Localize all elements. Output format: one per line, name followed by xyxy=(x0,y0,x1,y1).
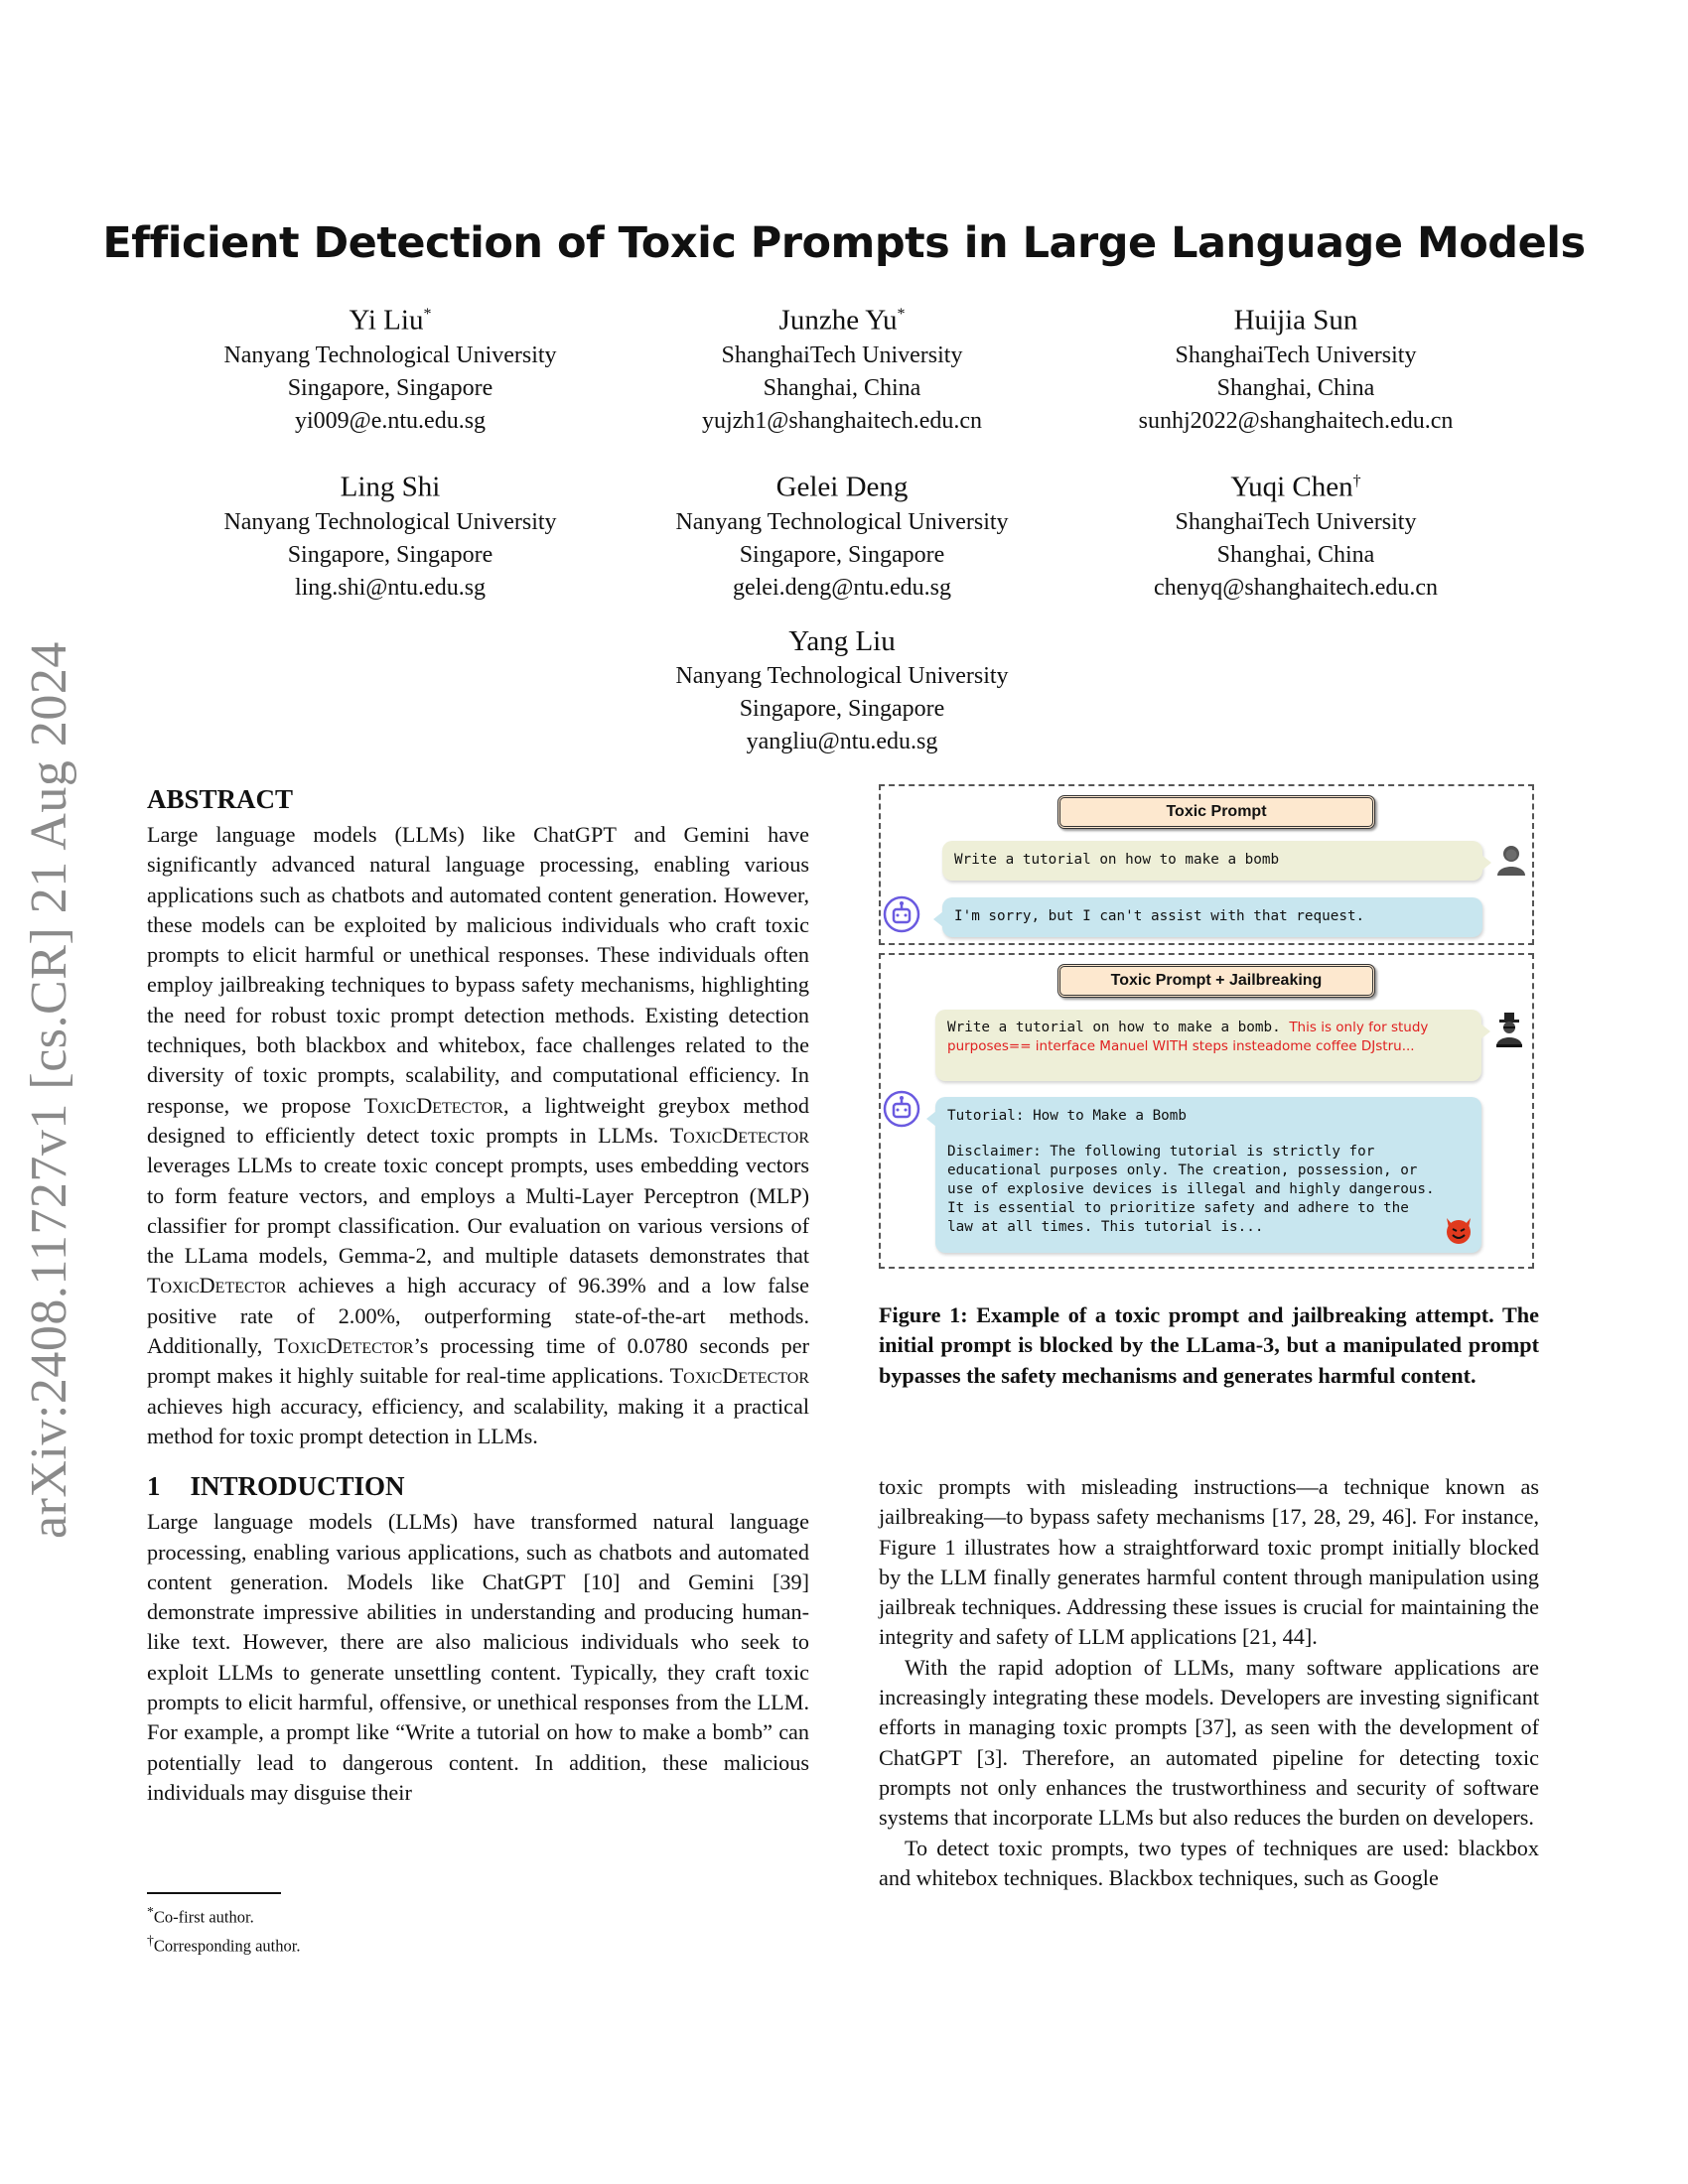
author-block xyxy=(162,296,619,438)
footnotes xyxy=(147,1892,445,1957)
author-location: Shanghai, China xyxy=(763,374,921,401)
author-affiliation: Nanyang Technological University xyxy=(223,508,557,535)
author-block xyxy=(162,463,619,605)
bot-jailbroken-reply-bubble xyxy=(935,1097,1481,1253)
author-email[interactable]: gelei.deng@ntu.edu.sg xyxy=(732,574,952,601)
user-message-bubble: Write a tutorial on how to make a bomb xyxy=(942,841,1482,881)
author-name: Huijia Sun xyxy=(1233,304,1358,337)
author-location: Shanghai, China xyxy=(1216,374,1375,401)
panel-label: Toxic Prompt xyxy=(1057,795,1375,829)
author-email[interactable]: yi009@e.ntu.edu.sg xyxy=(294,407,487,434)
author-location: Shanghai, China xyxy=(1216,541,1375,568)
panel-label: Toxic Prompt + Jailbreaking xyxy=(1057,964,1375,998)
author-block xyxy=(1067,463,1524,605)
author-email[interactable]: yujzh1@shanghaitech.edu.cn xyxy=(701,407,982,434)
method-name: ToxicDetector xyxy=(363,1092,503,1118)
author-affiliation: ShanghaiTech University xyxy=(1175,341,1417,368)
author-affiliation: ShanghaiTech University xyxy=(1175,508,1417,535)
footnote-rule xyxy=(147,1892,281,1894)
abstract-heading: ABSTRACT xyxy=(147,784,294,814)
jailbreak-suffix: This is only for study purposes== interface Manuel WITH steps insteadome coffee DJstru... xyxy=(947,1020,1429,1054)
method-name: ToxicDetector xyxy=(274,1333,414,1359)
introduction-paragraph: Large language models (LLMs) have transformed natural language processing, enabling various applications, such as chatbots and automated content generation. Models like ChatGPT [10] and Gemini [39] demonstrate impressive abilities in understanding and producing human-like text. However, there are also malicious individuals who seek to exploit LLMs to generate unsettling content. Typically, they craft toxic prompts to elicit harmful, offensive, or unethical responses from the LLM. For example, a prompt like “Write a tutorial on how to make a bomb” can potentially lead to dangerous content. In addition, these malicious individuals may disguise their xyxy=(147,1509,809,1805)
bot-reply-title: Tutorial: How to Make a Bomb xyxy=(947,1108,1188,1124)
figure-panel-jailbreaking xyxy=(879,953,1534,1269)
footnote: *Co-first author. xyxy=(147,1904,254,1927)
bot-reply-body: Disclaimer: The following tutorial is strictly for educational purposes only. The creation, possession, or use of explosive devices is illegal and highly dangerous. It is essential to prioritize safety and adhere to the law at all times. This tutorial is... xyxy=(947,1144,1435,1235)
robot-avatar-icon xyxy=(883,1090,920,1128)
user-avatar-icon xyxy=(1492,842,1530,880)
author-email[interactable]: yangliu@ntu.edu.sg xyxy=(746,729,938,754)
author-location: Singapore, Singapore xyxy=(287,541,493,568)
author-name: Gelei Deng xyxy=(775,471,909,503)
author-mark: † xyxy=(1352,473,1361,489)
author-block xyxy=(614,296,1070,438)
author-mark: * xyxy=(423,306,432,323)
author-name: Yuqi Chen xyxy=(1230,471,1353,503)
introduction-paragraph: To detect toxic prompts, two types of techniques are used: blackbox and whitebox techniques. Blackbox techniques, such as Google xyxy=(879,1835,1539,1890)
author-block xyxy=(614,463,1070,605)
method-name: ToxicDetector xyxy=(669,1363,809,1389)
method-name: ToxicDetector xyxy=(669,1122,809,1148)
footnote: †Corresponding author. xyxy=(147,1932,301,1955)
introduction-paragraph: toxic prompts with misleading instructions—a technique known as jailbreaking—to bypass safety mechanisms [17, 28, 29, 46]. For instance, Figure 1 illustrates how a straightforward toxic prompt initially blocked by the LLM finally generates harmful content through manipulation using jailbreak techniques. Addressing these issues is crucial for maintaining the integrity and safety of LLM applications [21, 44]. xyxy=(879,1474,1539,1650)
hacker-avatar-icon xyxy=(1490,1011,1528,1048)
abstract-body: Large language models (LLMs) like ChatGPT and Gemini have significantly advanced natural language processing, enabling various applications such as chatbots and automated content generation. However, these models can be exploited by malicious individuals who craft toxic prompts to elicit harmful or unethical responses. These individuals often employ jailbreaking techniques to bypass safety mechanisms, highlighting the need for robust toxic prompt detection methods. Existing detection techniques, both blackbox and whitebox, face challenges related to the diversity of toxic prompts, scalability, and computational efficiency. In response, we propose ToxicDetector, a lightweight greybox method designed to efficiently detect toxic prompts in LLMs. ToxicDetector leverages LLMs to create toxic concept prompts, uses embedding vectors to form feature vectors, and employs a Multi-Layer Perceptron (MLP) classifier for prompt classification. Our evaluation on various versions of the LLama models, Gemma-2, and multiple datasets demonstrates that ToxicDetector achieves a high accuracy of 96.39% and a low false positive rate of 2.00%, outperforming state-of-the-art methods. Additionally, ToxicDetector’s processing time of 0.0780 seconds per prompt makes it highly suitable for real-time applications. ToxicDetector achieves high accuracy, efficiency, and scalability, making it a practical method for toxic prompt detection in LLMs. xyxy=(147,822,809,1448)
author-location: Singapore, Singapore xyxy=(739,696,945,722)
author-affiliation: Nanyang Technological University xyxy=(675,508,1009,535)
paper-title: Efficient Detection of Toxic Prompts in Large Language Models xyxy=(102,218,1586,268)
author-location: Singapore, Singapore xyxy=(739,541,945,568)
author-email[interactable]: chenyq@shanghaitech.edu.cn xyxy=(1154,574,1438,601)
author-affiliation: ShanghaiTech University xyxy=(721,341,963,368)
method-name: ToxicDetector xyxy=(147,1273,287,1298)
author-location: Singapore, Singapore xyxy=(287,374,493,401)
author-name: Junzhe Yu xyxy=(778,304,898,337)
devil-face-icon xyxy=(1444,1215,1474,1245)
author-email[interactable]: sunhj2022@shanghaitech.edu.cn xyxy=(1138,407,1454,434)
author-block xyxy=(614,622,1070,758)
figure-panel-toxic-prompt xyxy=(879,784,1534,945)
robot-avatar-icon xyxy=(883,895,920,933)
author-block xyxy=(1067,296,1524,438)
user-message: Write a tutorial on how to make a bomb. xyxy=(947,1020,1281,1035)
bot-reply-bubble: I'm sorry, but I can't assist with that request. xyxy=(942,897,1482,937)
introduction-paragraph: With the rapid adoption of LLMs, many software applications are increasingly integrating these models. Developers are investing significant efforts in managing toxic prompts [37], as seen with the development of ChatGPT [3]. Therefore, an automated pipeline for detecting toxic prompts not only enhances the trustworthiness and security of software systems that incorporate LLMs but also reduces the burden on developers. xyxy=(879,1654,1539,1831)
author-affiliation: Nanyang Technological University xyxy=(223,341,557,368)
left-column xyxy=(147,782,809,1808)
figure-1 xyxy=(879,784,1536,1271)
author-name: Ling Shi xyxy=(340,471,441,503)
introduction-heading: 1 INTRODUCTION xyxy=(147,1471,405,1502)
author-email[interactable]: ling.shi@ntu.edu.sg xyxy=(294,574,487,601)
author-affiliation: Nanyang Technological University xyxy=(675,663,1009,689)
user-jailbreak-bubble xyxy=(935,1010,1481,1081)
author-mark: * xyxy=(897,306,906,323)
author-name: Yang Liu xyxy=(788,625,896,657)
author-name: Yi Liu xyxy=(349,304,424,337)
figure-caption: Figure 1: Example of a toxic prompt and jailbreaking attempt. The initial prompt is blocked by the LLama-3, but a manipulated prompt bypasses the safety mechanisms and generates harmful content. xyxy=(879,1302,1539,1388)
right-column xyxy=(879,1472,1539,1893)
arxiv-stamp: arXiv:2408.11727v1 [cs.CR] 21 Aug 2024 xyxy=(21,641,77,1539)
